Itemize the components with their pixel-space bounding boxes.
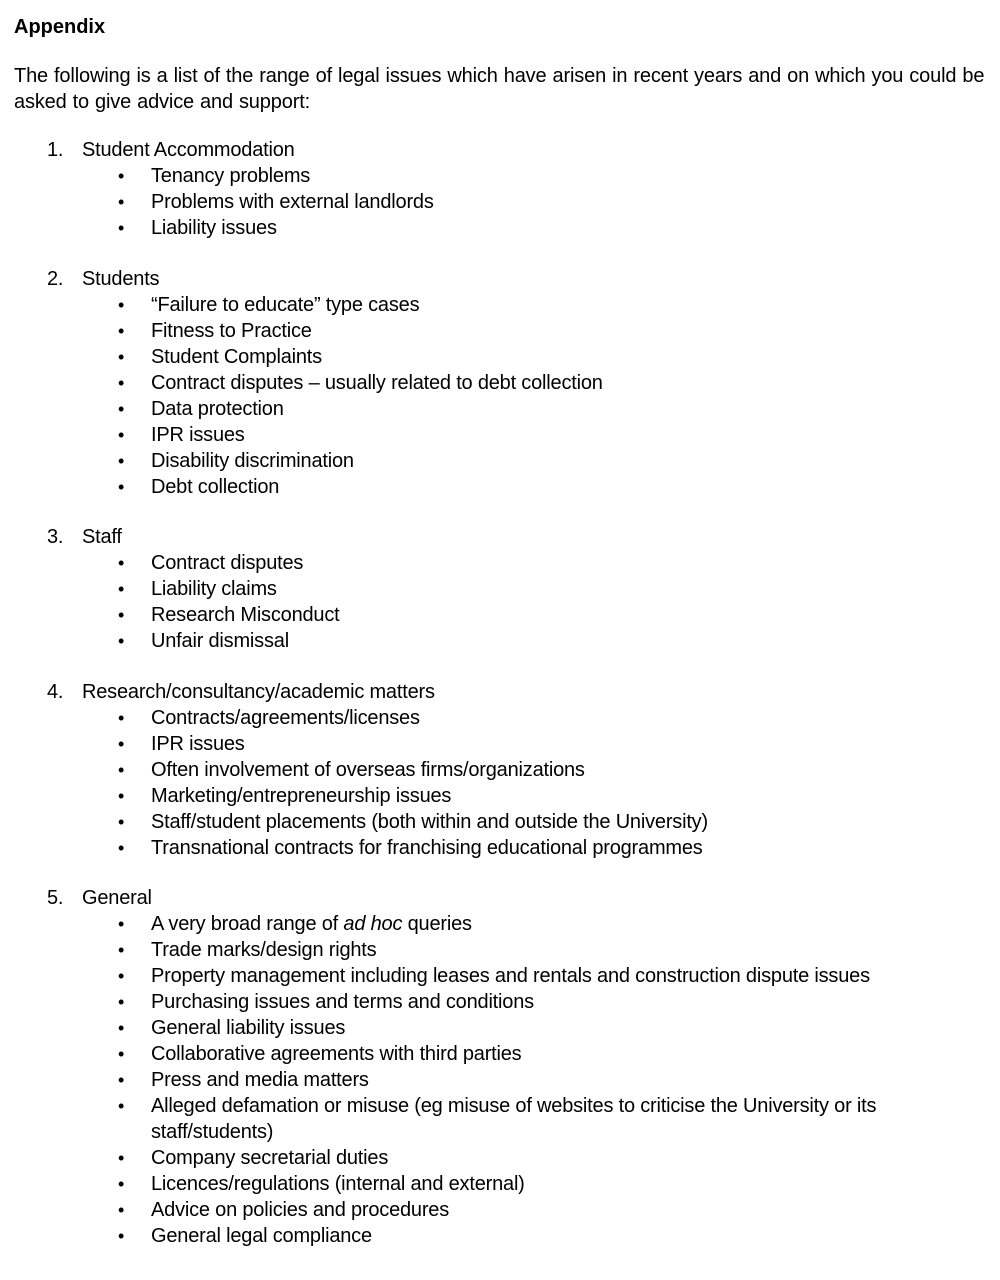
list-item-text — [151, 911, 961, 937]
list-item — [14, 292, 989, 318]
bullet-icon: • — [118, 346, 125, 367]
list-item — [14, 809, 989, 835]
bullet-icon: • — [118, 294, 125, 315]
bullet-list — [14, 550, 989, 654]
intro-paragraph: The following is a list of the range of legal issues which have arisen in recent years and on which you could be asked to give advice and support: — [14, 65, 985, 113]
list-item-text: Often involvement of overseas firms/organizations — [151, 758, 585, 781]
section-number: 5. — [47, 887, 64, 909]
bullet-icon: • — [118, 605, 125, 625]
list-item — [14, 835, 989, 861]
list-item — [14, 783, 989, 809]
list-item — [14, 1015, 989, 1041]
section-heading — [14, 679, 989, 705]
list-item — [14, 1197, 989, 1223]
section-number: 4. — [47, 680, 64, 703]
list-item-text: Marketing/entrepreneurship issues — [151, 784, 452, 807]
bullet-icon: • — [118, 1200, 125, 1220]
list-item — [14, 757, 989, 783]
section-title: Student Accommodation — [82, 139, 295, 161]
list-item-text: IPR issues — [151, 423, 245, 446]
bullet-icon: • — [118, 992, 125, 1012]
bullet-icon: • — [118, 218, 125, 238]
list-item-text: Debt collection — [151, 475, 280, 498]
list-item-text: Staff/student placements (both within and outside the University) — [151, 810, 708, 833]
section — [14, 885, 989, 1249]
list-item — [14, 318, 989, 344]
bullet-icon: • — [118, 424, 125, 445]
list-item-text: General legal compliance — [151, 1225, 372, 1247]
list-item-text: Company secretarial duties — [151, 1147, 389, 1169]
list-item-text: Unfair dismissal — [151, 630, 289, 652]
list-item-text: Problems with external landlords — [151, 191, 434, 213]
list-item — [14, 370, 989, 396]
bullet-icon: • — [118, 553, 125, 573]
list-item-text: IPR issues — [151, 732, 245, 755]
bullet-list — [14, 292, 989, 500]
list-item — [14, 1171, 989, 1197]
list-item-text: Advice on policies and procedures — [151, 1199, 450, 1221]
bullet-icon: • — [118, 166, 125, 186]
list-item — [14, 602, 989, 628]
section — [14, 137, 989, 241]
list-item — [14, 731, 989, 757]
bullet-icon: • — [118, 707, 125, 728]
bullet-icon: • — [118, 940, 125, 960]
list-item-text: Property management including leases and rentals and construction dispute issues — [151, 965, 870, 987]
list-item — [14, 989, 989, 1015]
list-item — [14, 550, 989, 576]
list-item — [14, 344, 989, 370]
list-item — [14, 1041, 989, 1067]
list-item-text: Contract disputes – usually related to debt collection — [151, 371, 603, 394]
list-item-text: Fitness to Practice — [151, 319, 312, 342]
list-item — [14, 163, 989, 189]
list-item-text: Alleged defamation or misuse (eg misuse of websites to criticise the University or its staff/students) — [151, 1095, 877, 1143]
list-item-text: Collaborative agreements with third parties — [151, 1043, 522, 1065]
bullet-icon: • — [118, 450, 125, 471]
list-item — [14, 628, 989, 654]
section-title: General — [82, 887, 152, 909]
bullet-icon: • — [118, 1174, 125, 1194]
bullet-icon: • — [118, 733, 125, 754]
document-title: Appendix — [14, 16, 106, 38]
list-item — [14, 937, 989, 963]
bullet-icon: • — [118, 320, 125, 341]
list-item — [14, 215, 989, 241]
list-item-text: General liability issues — [151, 1017, 346, 1039]
list-item — [14, 1223, 989, 1249]
italic-text-segment: ad hoc — [343, 913, 403, 935]
list-item-text: Transnational contracts for franchising educational programmes — [151, 836, 703, 859]
bullet-icon: • — [118, 785, 125, 806]
list-item-text: Liability issues — [151, 217, 277, 239]
bullet-icon: • — [118, 1096, 125, 1116]
list-item — [14, 911, 989, 937]
list-item — [14, 1067, 989, 1093]
list-item-text: Data protection — [151, 397, 284, 420]
bullet-list — [14, 163, 989, 241]
bullet-icon: • — [118, 811, 125, 832]
bullet-icon: • — [118, 192, 125, 212]
section-title: Research/consultancy/academic matters — [82, 680, 435, 703]
text-segment: A very broad range of — [151, 913, 344, 935]
list-item-text: Licences/regulations (internal and external) — [151, 1173, 525, 1195]
list-item-text: Purchasing issues and terms and conditions — [151, 991, 534, 1013]
bullet-icon: • — [118, 837, 125, 858]
section-heading — [14, 137, 989, 163]
list-item — [14, 448, 989, 474]
list-item-text: Disability discrimination — [151, 449, 354, 472]
bullet-icon: • — [118, 759, 125, 780]
bullet-icon: • — [118, 398, 125, 419]
list-item — [14, 576, 989, 602]
section-title: Students — [82, 267, 160, 290]
bullet-icon: • — [118, 1070, 125, 1090]
section-heading — [14, 266, 989, 292]
bullet-list — [14, 911, 989, 1249]
list-item-text: Liability claims — [151, 578, 277, 600]
list-item — [14, 474, 989, 500]
bullet-icon: • — [118, 476, 125, 497]
bullet-icon: • — [118, 914, 125, 934]
list-item — [14, 963, 989, 989]
list-item-text: Tenancy problems — [151, 165, 311, 187]
list-item-text: Student Complaints — [151, 345, 322, 368]
list-item — [14, 422, 989, 448]
section — [14, 266, 989, 500]
section-heading — [14, 885, 989, 911]
bullet-list — [14, 705, 989, 861]
bullet-icon: • — [118, 1018, 125, 1038]
list-item — [14, 1093, 989, 1145]
section-title: Staff — [82, 526, 122, 548]
bullet-icon: • — [118, 1044, 125, 1064]
text-segment: queries — [402, 913, 472, 935]
list-item — [14, 1145, 989, 1171]
list-item — [14, 189, 989, 215]
bullet-icon: • — [118, 966, 125, 986]
list-item-text: Contracts/agreements/licenses — [151, 706, 420, 729]
section — [14, 524, 989, 654]
section-number: 3. — [47, 526, 64, 548]
section-heading — [14, 524, 989, 550]
list-item-text: Contract disputes — [151, 552, 304, 574]
section — [14, 679, 989, 861]
list-item-text: Research Misconduct — [151, 604, 340, 626]
list-item-text: “Failure to educate” type cases — [151, 293, 420, 316]
bullet-icon: • — [118, 372, 125, 393]
list-item — [14, 705, 989, 731]
bullet-icon: • — [118, 631, 125, 651]
section-number: 1. — [47, 139, 64, 161]
list-item — [14, 396, 989, 422]
legal-issues-list — [14, 137, 989, 1274]
list-item-text: Press and media matters — [151, 1069, 369, 1091]
section-number: 2. — [47, 267, 64, 290]
bullet-icon: • — [118, 1148, 125, 1168]
list-item-text: Trade marks/design rights — [151, 939, 377, 961]
bullet-icon: • — [118, 579, 125, 599]
bullet-icon: • — [118, 1226, 125, 1246]
